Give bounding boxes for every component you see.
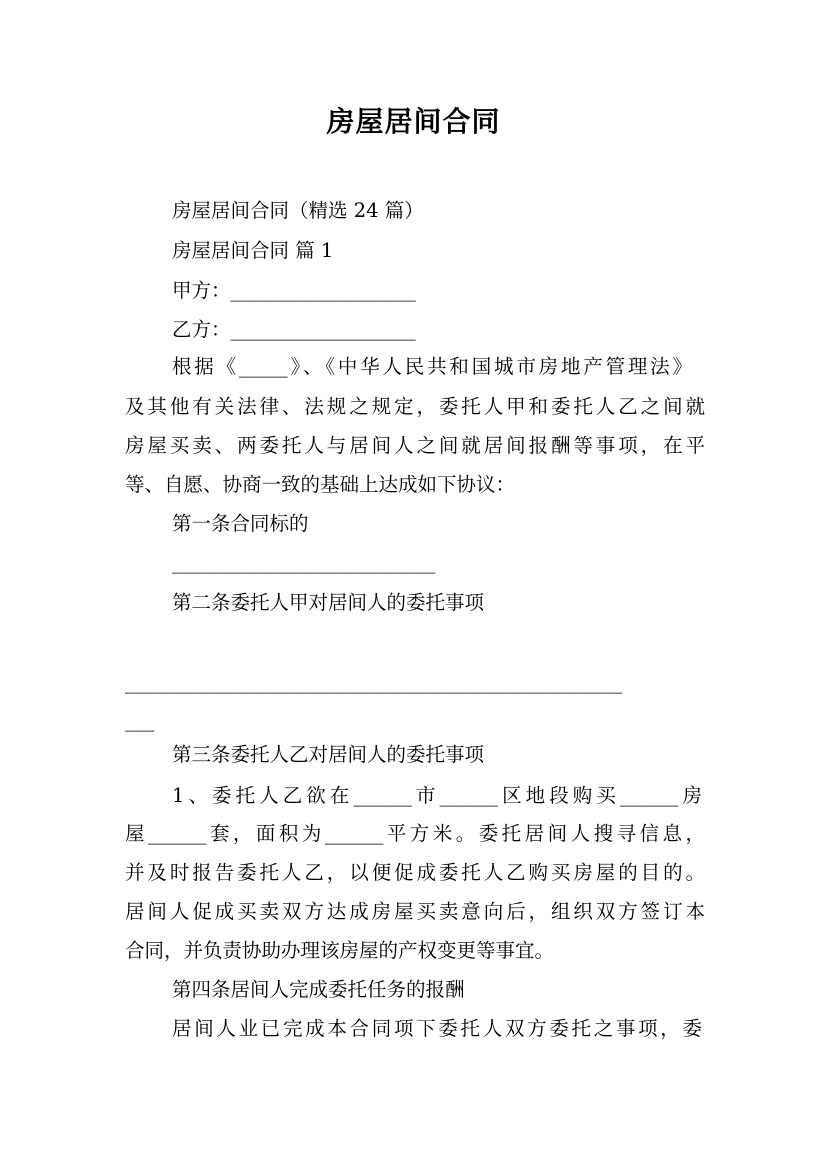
party-a-line: 甲方：___________________ bbox=[172, 279, 416, 302]
paragraph-line: 屋______套，面积为______平方米。委托居间人搜寻信息， bbox=[125, 822, 705, 845]
paragraph-line: 居间人业已完成本合同项下委托人双方委托之事项，委 bbox=[172, 1017, 702, 1040]
paragraph-line: 等、自愿、协商一致的基础上达成如下协议： bbox=[125, 473, 516, 496]
article-heading: 第四条居间人完成委托任务的报酬 bbox=[172, 978, 465, 1001]
paragraph-line: 房屋买卖、两委托人与居间人之间就居间报酬等事项，在平 bbox=[125, 434, 705, 457]
article-heading: 第二条委托人甲对居间人的委托事项 bbox=[172, 591, 485, 614]
article-heading: 第一条合同标的 bbox=[172, 512, 309, 535]
paragraph-line: 居间人促成买卖双方达成房屋买卖意向后，组织双方签订本 bbox=[125, 900, 705, 923]
subtitle-line: 房屋居间合同（精选 24 篇） bbox=[172, 199, 424, 222]
paragraph-line: 合同，并负责协助办理该房屋的产权变更等事宜。 bbox=[125, 939, 555, 962]
paragraph-line: 及其他有关法律、法规之规定，委托人甲和委托人乙之间就 bbox=[125, 395, 705, 418]
section-heading: 房屋居间合同 篇 1 bbox=[172, 239, 334, 262]
blank-line: ___ bbox=[125, 709, 155, 732]
paragraph-line: 根据《_____》、《中华人民共和国城市房地产管理法》 bbox=[172, 355, 692, 378]
paragraph-line: 1、委托人乙欲在______市______区地段购买______房 bbox=[172, 784, 702, 807]
document-title: 房屋居间合同 bbox=[326, 105, 501, 138]
article-heading: 第三条委托人乙对居间人的委托事项 bbox=[172, 743, 485, 766]
blank-line: ___________________________ bbox=[172, 551, 436, 574]
party-b-line: 乙方：___________________ bbox=[172, 318, 416, 341]
blank-line: ___________________________________________________ bbox=[125, 671, 623, 694]
paragraph-line: 并及时报告委托人乙，以便促成委托人乙购买房屋的目的。 bbox=[125, 861, 705, 884]
